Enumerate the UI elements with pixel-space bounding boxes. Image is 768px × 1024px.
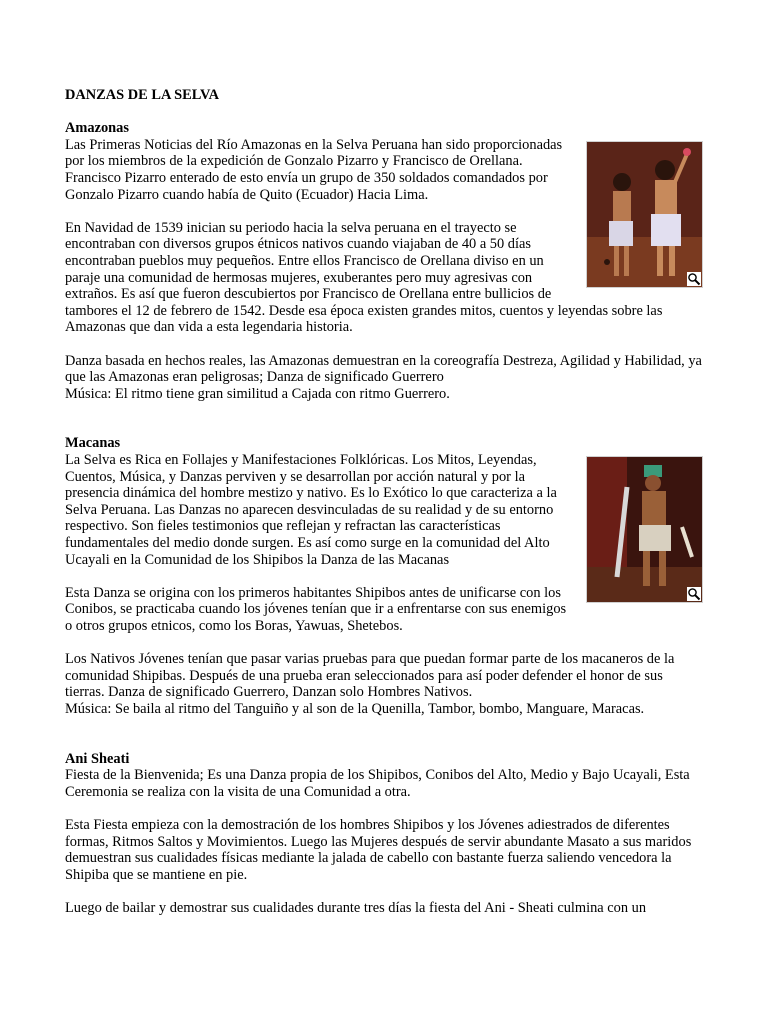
section-heading: Amazonas	[65, 120, 129, 137]
document-body	[65, 87, 705, 917]
paragraph: Esta Fiesta empieza con la demostración de los hombres Shipibos y los Jóvenes adiestrados de diferentes formas, Ritmos Saltos y Movimientos. Luego las Mujeres después de servir abundante Masato a sus maridos demuestran sus cualidades físicas mediante la jalada de cabello con bastante fuerza saliendo vencedora la Shipiba que se mantiene en pie.	[65, 817, 692, 883]
section-ani-sheati	[65, 751, 705, 917]
macanas-photo[interactable]	[586, 456, 703, 603]
paragraph: En Navidad de 1539 inician su periodo hacia la selva peruana en el trayecto se encontraban con diversos grupos étnicos nativos cuando viajaban de 40 a 50 días encontraban pueblos muy pequeños. Entre ellos Francisco de Orellana diviso en un paraje una comunidad de hermosas mujeres, exuberantes pero muy agresivas con extraños. Es así que fueron descubiertos por Francisco de Orellana entre bullicios de tambores el 12 de febrero de 1542. Desde esa época existen grandes mitos, cuentos y leyendas sobre las Amazonas que dan vida a esta legendaria historia.	[65, 219, 663, 336]
section-macanas	[65, 435, 705, 717]
section-amazonas	[65, 120, 705, 402]
document-title: DANZAS DE LA SELVA	[65, 87, 219, 103]
magnifier-icon[interactable]	[687, 587, 701, 601]
paragraph: Luego de bailar y demostrar sus cualidades durante tres días la fiesta del Ani - Sheati culmina con un	[65, 900, 647, 917]
section-heading: Macanas	[65, 435, 121, 452]
paragraph: Fiesta de la Bienvenida; Es una Danza propia de los Shipibos, Conibos del Alto, Medio y Bajo Ucayali, Esta Ceremonia se realiza con la visita de una Comunidad a otra.	[65, 767, 690, 800]
amazonas-dancers-image	[587, 142, 702, 287]
paragraph: Los Nativos Jóvenes tenían que pasar varias pruebas para que puedan formar parte de los macaneros de la comunidad Shipibas. Después de una prueba eran seleccionados para así poder defender el honor de sus tierras. Danza de significado Guerrero, Danzan solo Hombres Nativos.	[65, 651, 675, 701]
magnifier-icon[interactable]	[687, 272, 701, 286]
paragraph: La Selva es Rica en Follajes y Manifestaciones Folklóricas. Los Mitos, Leyendas, Cuentos, Música, y Danzas perviven y se desarrollan por acción natural y por la presencia dinámica del hombre mestizo y nativo. Es lo Exótico lo que caracteriza a la Selva Peruana. Las Danzas no aparecen desvinculadas de su realidad y de su entorno respectivo. Son fieles testimonios que reflejan y refractan las características fundamentales del medio donde surgen. Es así como surge en la comunidad del Alto Ucayali en la Comunidad de los Shipibos la Danza de las Macanas	[65, 452, 557, 568]
section-heading: Ani Sheati	[65, 750, 130, 767]
paragraph: Danza basada en hechos reales, las Amazonas demuestran en la coreografía Destreza, Agilidad y Habilidad, ya que las Amazonas eran peligrosas; Danza de significado Guerrero	[65, 352, 702, 386]
macanas-dancer-image	[587, 457, 702, 602]
paragraph: Música: Se baila al ritmo del Tanguiño y al son de la Quenilla, Tambor, bombo, Manguare, Maracas.	[65, 700, 645, 717]
paragraph: Esta Danza se origina con los primeros habitantes Shipibos antes de unificarse con los Conibos, se practicaba cuando los jóvenes tenían que ir a enfrentarse con sus enemigos o otros grupos etnicos, como los Boras, Yawuas, Shetebos.	[65, 584, 567, 634]
paragraph: Las Primeras Noticias del Río Amazonas en la Selva Peruana han sido proporcionadas por los miembros de la expedición de Gonzalo Pizarro y Francisco de Orellana. Francisco Pizarro enterado de esto envía un grupo de 350 soldados comandados por Gonzalo Pizarro cuando había de Quito (Ecuador) Hacia Lima.	[65, 136, 563, 203]
paragraph: Música: El ritmo tiene gran similitud a Cajada con ritmo Guerrero.	[65, 385, 450, 402]
amazonas-photo[interactable]	[586, 141, 703, 288]
